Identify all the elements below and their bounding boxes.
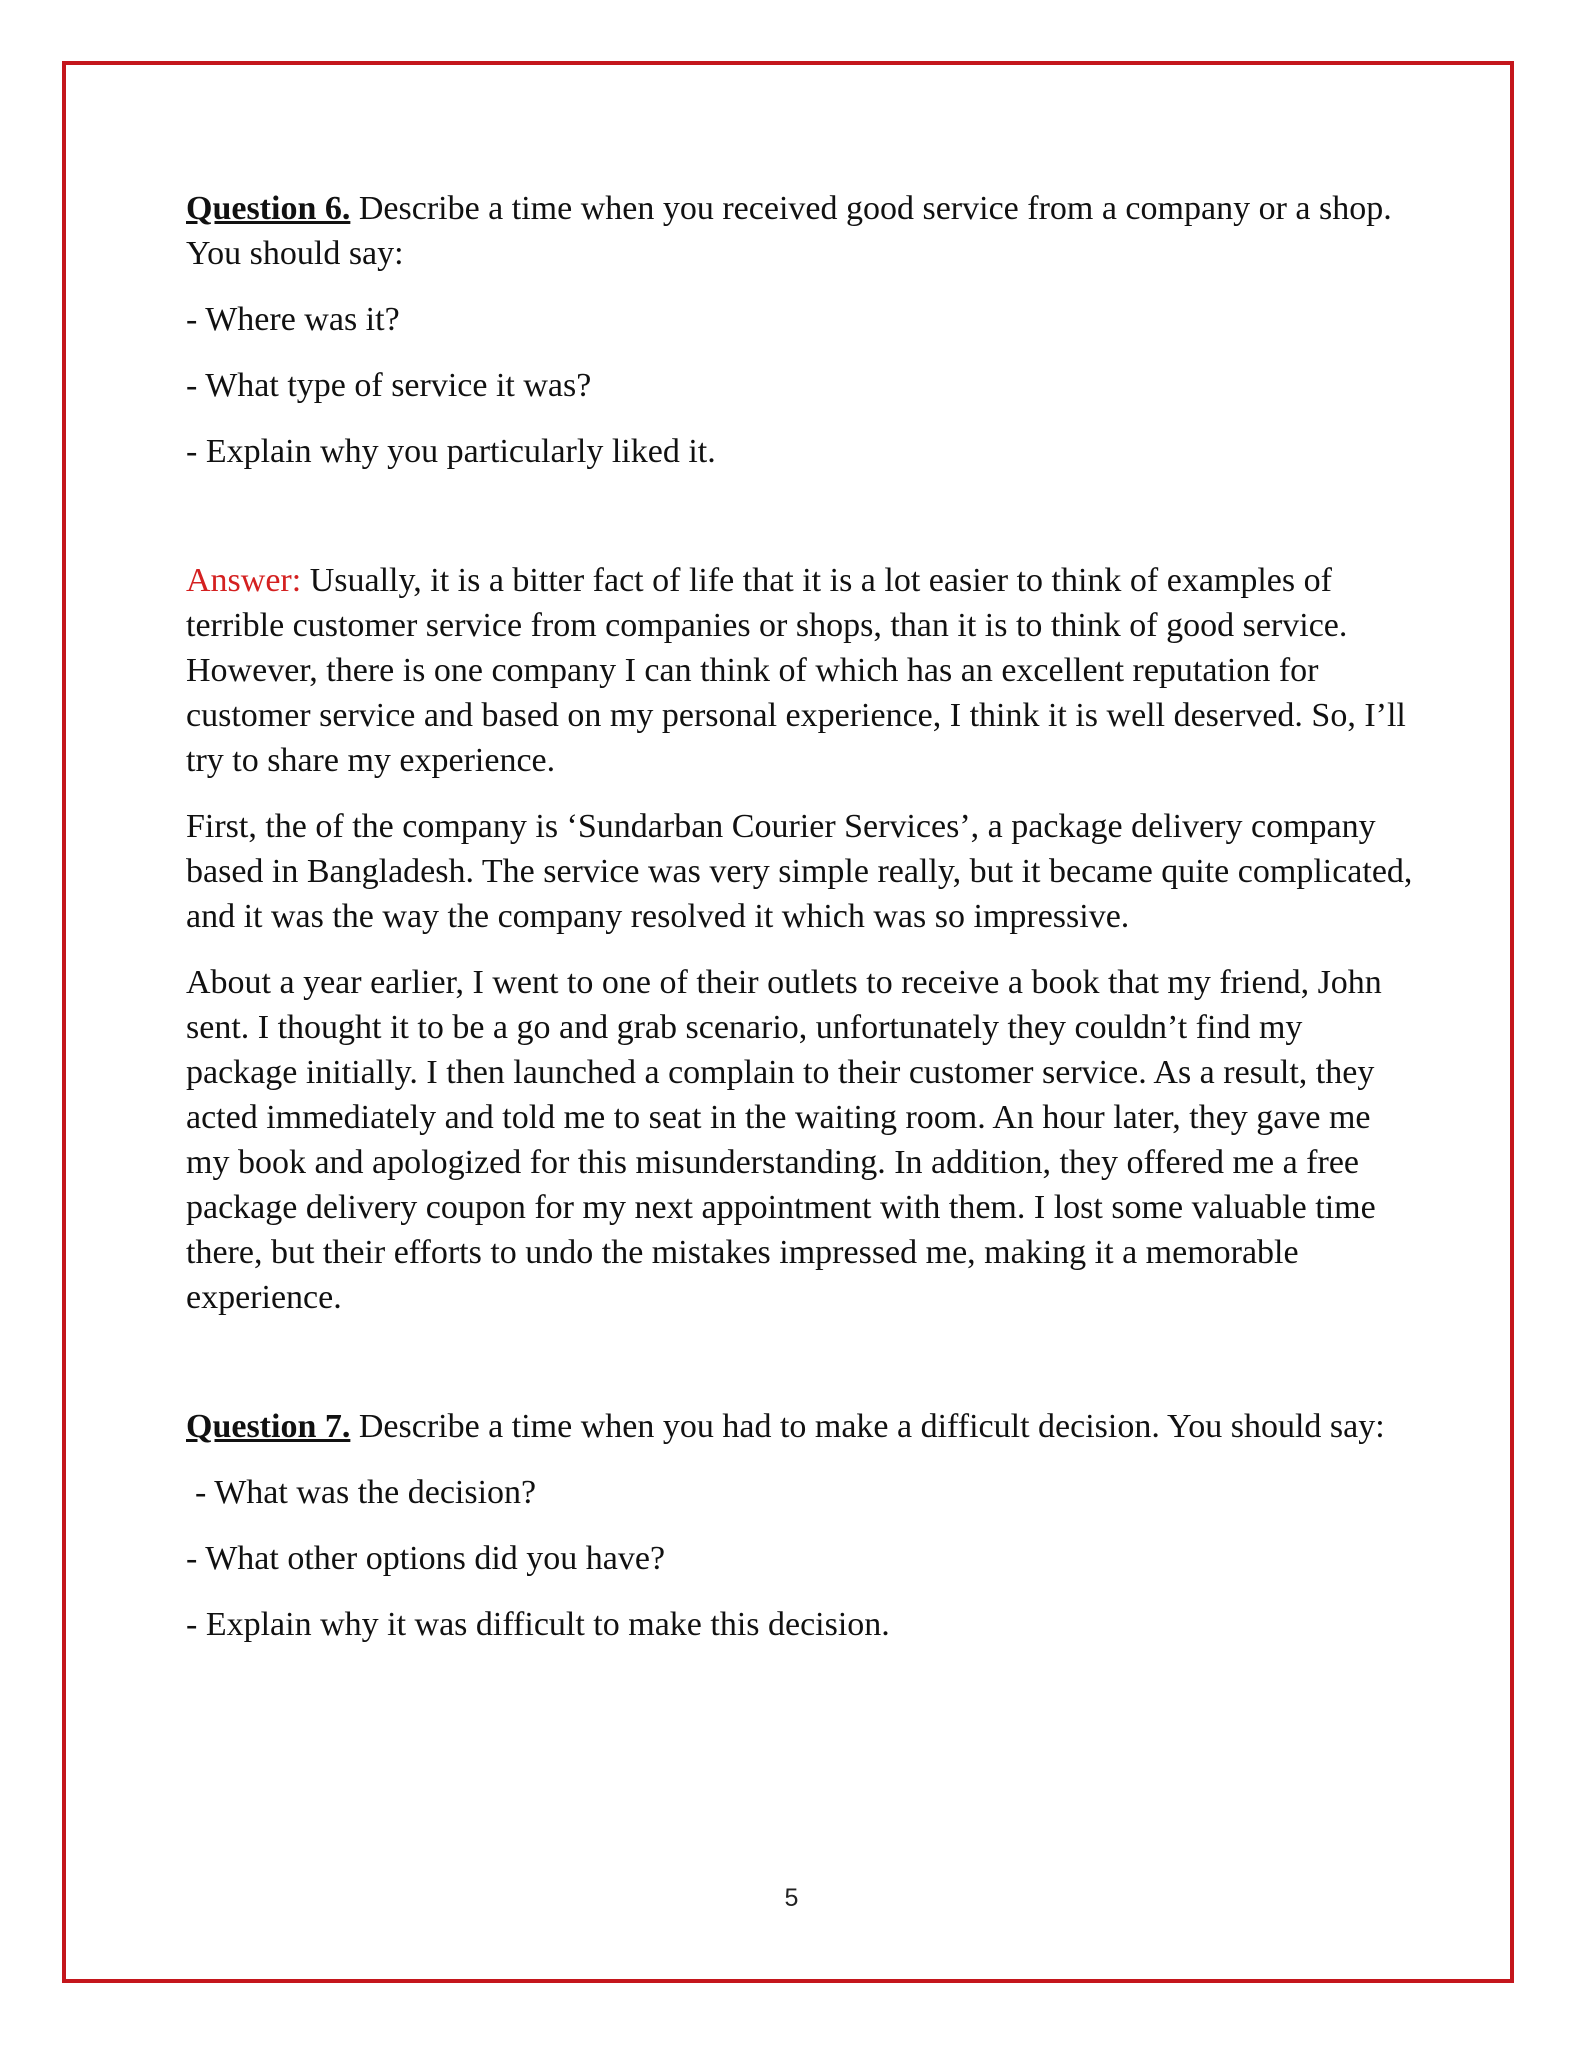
question-7-prompt [186, 1404, 1416, 1449]
question-6-prompt [186, 186, 1416, 276]
question-7-bullet: - What other options did you have? [186, 1540, 666, 1577]
question-7-text: Describe a time when you had to make a difficult decision. You should say: [350, 1408, 1385, 1445]
answer-label: Answer: [186, 562, 302, 599]
question-7-label: Question 7. [186, 1408, 351, 1445]
question-6-text: Describe a time when you received good service from a company or a shop. You should say: [186, 190, 1392, 272]
question-6-bullet: - Explain why you particularly liked it. [186, 433, 716, 470]
question-7-bullet: - Explain why it was difficult to make this decision. [186, 1606, 890, 1643]
question-6-bullet: - What type of service it was? [186, 367, 592, 404]
answer-6-paragraph-2: First, the of the company is ‘Sundarban Courier Services’, a package delivery company based in Bangladesh. The service was very simple really, but it became quite complicated, and it was the way the company resolved it which was so impressive. [186, 808, 1413, 935]
page-number: 5 [784, 1884, 799, 1912]
answer-6-text: Usually, it is a bitter fact of life that it is a lot easier to think of examples of terrible customer service from companies or shops, than it is to think of good service. However, there is one company I can think of which has an excellent reputation for customer service and based on my personal experience, I think it is well deserved. So, I’ll try to share my experience. [186, 562, 1406, 779]
question-6-bullet: - Where was it? [186, 301, 400, 338]
answer-6-paragraph-1 [186, 558, 1416, 783]
question-7-bullet: - What was the decision? [195, 1474, 537, 1511]
answer-6-paragraph-3: About a year earlier, I went to one of their outlets to receive a book that my friend, John sent. I thought it to be a go and grab scenario, unfortunately they couldn’t find my package initially. I then launched a complain to their customer service. As a result, they acted immediately and told me to seat in the waiting room. An hour later, they gave me my book and apologized for this misunderstanding. In addition, they offered me a free package delivery coupon for my next appointment with them. I lost some valuable time there, but their efforts to undo the mistakes impressed me, making it a memorable experience. [186, 964, 1382, 1316]
question-6-label: Question 6. [186, 190, 351, 227]
document-body [186, 186, 1416, 1668]
